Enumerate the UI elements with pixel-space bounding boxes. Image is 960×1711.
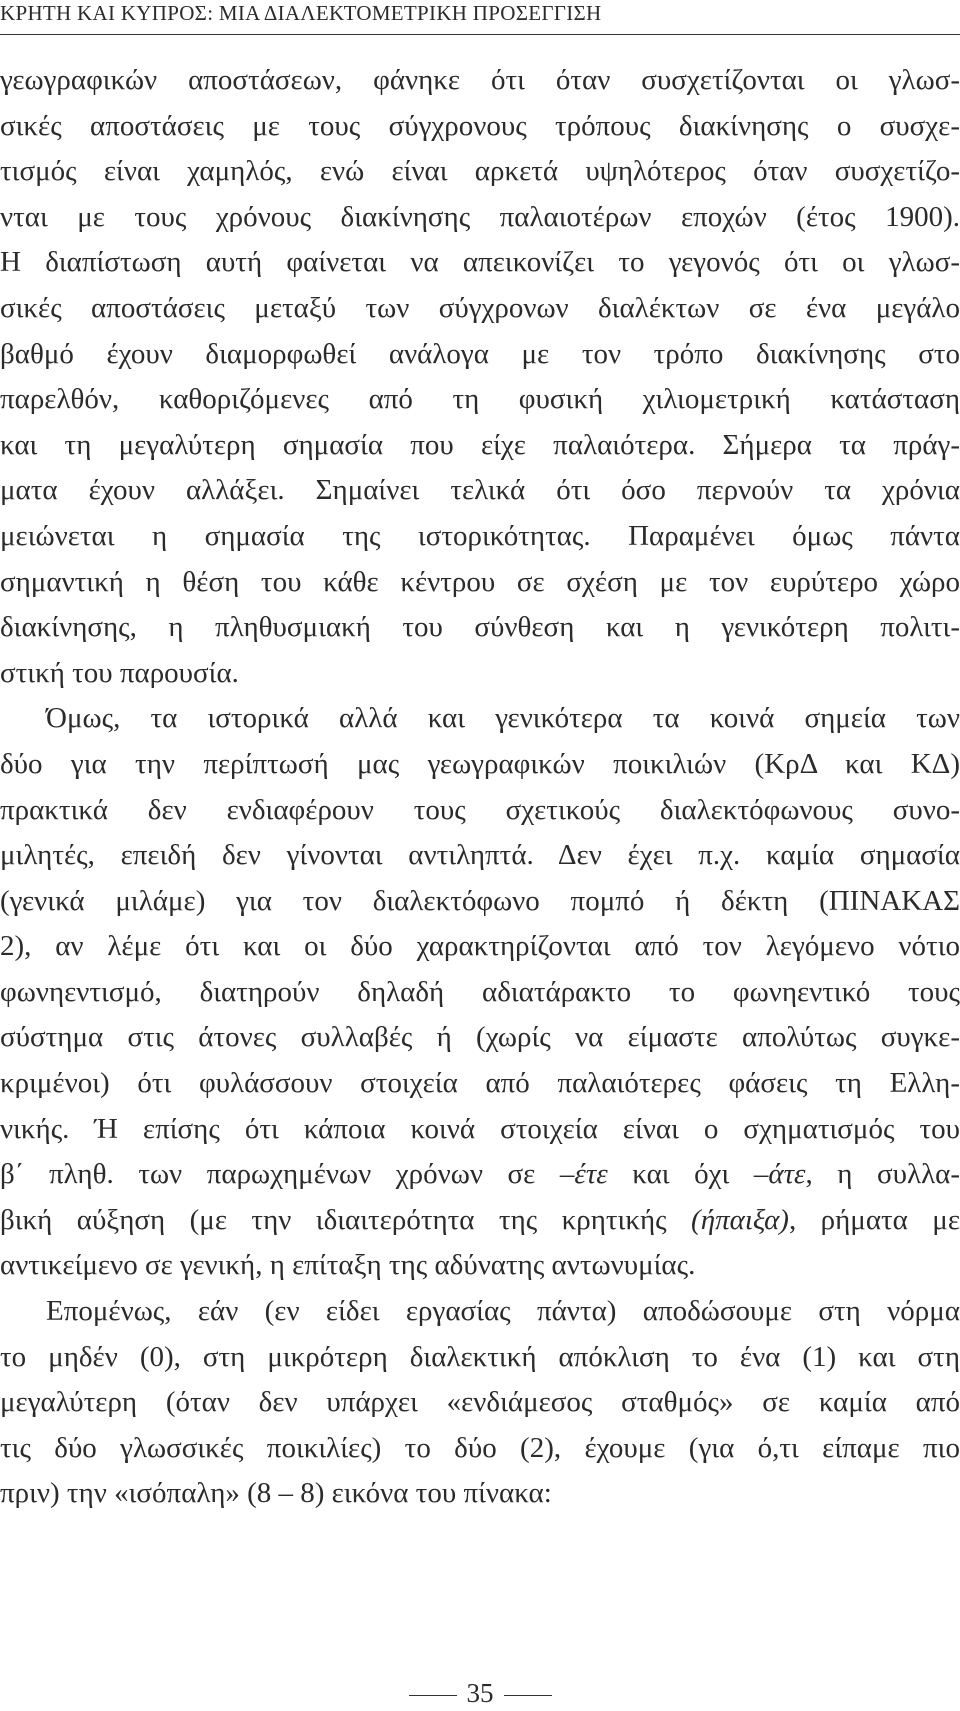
text-line: αντικείμενο σε γενική, η επίταξη της αδύνατης αντωνυμίας. bbox=[0, 1249, 696, 1282]
text-line: Η διαπίστωση αυτή φαίνεται να απεικονίζει το γεγονός ότι οι γλωσ- bbox=[0, 246, 960, 279]
page-number: 35 bbox=[466, 1678, 494, 1708]
text-run: , ρήματα με bbox=[788, 1203, 960, 1236]
text-line: γεωγραφικών αποστάσεων, φάνηκε ότι όταν συσχετίζονται οι γλωσ- bbox=[0, 64, 960, 96]
text-line-with-italics bbox=[0, 1152, 960, 1198]
text-run: βική αύξηση (με την ιδιαιτερότητα της κρητικής bbox=[0, 1203, 692, 1236]
text-line: πρακτικά δεν ενδιαφέρουν τους σχετικούς διαλεκτόφωνους συνο- bbox=[0, 793, 960, 826]
folio-dash-left bbox=[409, 1695, 457, 1696]
text-line: τις δύο γλωσσικές ποικιλίες) το δύο (2), έχουμε (για ό,τι είπαμε πιο bbox=[0, 1431, 960, 1464]
text-line: σύστημα στις άτονες συλλαβές ή (χωρίς να είμαστε απολύτως συγκε- bbox=[0, 1021, 960, 1054]
text-line: το μηδέν (0), στη μικρότερη διαλεκτική απόκλιση το ένα (1) και στη bbox=[0, 1340, 960, 1373]
text-run: , η συλλα- bbox=[805, 1158, 960, 1191]
page-folio bbox=[0, 1676, 960, 1710]
text-line: 2), αν λέμε ότι και οι δύο χαρακτηρίζονται από τον λεγόμενο νότιο bbox=[0, 930, 960, 963]
text-line: μιλητές, επειδή δεν γίνονται αντιληπτά. Δεν έχει π.χ. καμία σημασία bbox=[0, 839, 960, 872]
text-line: μεγαλύτερη (όταν δεν υπάρχει «ενδιάμεσος σταθμός» σε καμία από bbox=[0, 1386, 960, 1419]
body-text bbox=[0, 58, 960, 1517]
text-line: βαθμό έχουν διαμορφωθεί ανάλογα με τον τρόπο διακίνησης στο bbox=[0, 337, 960, 370]
text-line: και τη μεγαλύτερη σημασία που είχε παλαιότερα. Σήμερα τα πράγ- bbox=[0, 428, 960, 461]
text-line: σικές αποστάσεις μεταξύ των σύγχρονων διαλέκτων σε ένα μεγάλο bbox=[0, 291, 960, 324]
text-line: σημαντική η θέση του κάθε κέντρου σε σχέση με τον ευρύτερο χώρο bbox=[0, 565, 960, 598]
text-line: ματα έχουν αλλάξει. Σημαίνει τελικά ότι όσο περνούν τα χρόνια bbox=[0, 474, 960, 507]
text-line: κριμένοι) ότι φυλάσσουν στοιχεία από παλαιότερες φάσεις τη Ελλη- bbox=[0, 1067, 960, 1100]
folio-dash-right bbox=[504, 1695, 552, 1696]
text-line: διακίνησης, η πληθυσμιακή του σύνθεση και η γενικότερη πολιτι- bbox=[0, 611, 960, 644]
text-line: φωνηεντισμό, διατηρούν δηλαδή αδιατάρακτο το φωνηεντικό τους bbox=[0, 975, 960, 1008]
text-run: και όχι – bbox=[607, 1158, 769, 1191]
text-line: σικές αποστάσεις με τους σύγχρονους τρόπους διακίνησης ο συσχε- bbox=[0, 109, 960, 142]
text-line: μειώνεται η σημασία της ιστορικότητας. Παραμένει όμως πάντα bbox=[0, 519, 960, 552]
text-line: παρελθόν, καθοριζόμενες από τη φυσική χιλιομετρική κατάσταση bbox=[0, 383, 960, 416]
header-rule bbox=[0, 34, 960, 35]
text-line-with-italics bbox=[0, 1198, 960, 1244]
text-line: Όμως, τα ιστορικά αλλά και γενικότερα τα κοινά σημεία των bbox=[46, 702, 960, 735]
italic-example: (ήπαιξα) bbox=[691, 1203, 789, 1236]
italic-suffix: έτε bbox=[574, 1158, 608, 1191]
text-line: δύο για την περίπτωσή μας γεωγραφικών ποικιλιών (ΚρΔ και ΚΔ) bbox=[0, 747, 960, 780]
text-line: νται με τους χρόνους διακίνησης παλαιοτέρων εποχών (έτος 1900). bbox=[0, 200, 960, 233]
text-line: (γενικά μιλάμε) για τον διαλεκτόφωνο πομπό ή δέκτη (ΠΙΝΑΚΑΣ bbox=[0, 884, 960, 917]
running-title: ΚΡΗΤΗ ΚΑΙ ΚΥΠΡΟΣ: ΜΙΑ ΔΙΑΛΕΚΤΟΜΕΤΡΙΚΗ ΠΡΟΣΕΓΓΙΣΗ bbox=[0, 1, 602, 25]
paragraph-1 bbox=[0, 58, 960, 696]
paragraph-3 bbox=[0, 1289, 960, 1517]
text-line: τισμός είναι χαμηλός, ενώ είναι αρκετά υψηλότερος όταν συσχετίζο- bbox=[0, 155, 960, 188]
text-line: Επομένως, εάν (εν είδει εργασίας πάντα) αποδώσουμε στη νόρμα bbox=[46, 1295, 960, 1328]
text-line: πριν) την «ισόπαλη» (8 – 8) εικόνα του πίνακα: bbox=[0, 1477, 552, 1510]
italic-suffix: άτε bbox=[768, 1158, 806, 1191]
text-line: στική του παρουσία. bbox=[0, 656, 239, 689]
text-line: νικής. Ή επίσης ότι κάποια κοινά στοιχεία είναι ο σχηματισμός του bbox=[0, 1112, 960, 1145]
text-run: β΄ πληθ. των παρωχημένων χρόνων σε – bbox=[0, 1158, 575, 1191]
paragraph-2 bbox=[0, 696, 960, 1289]
